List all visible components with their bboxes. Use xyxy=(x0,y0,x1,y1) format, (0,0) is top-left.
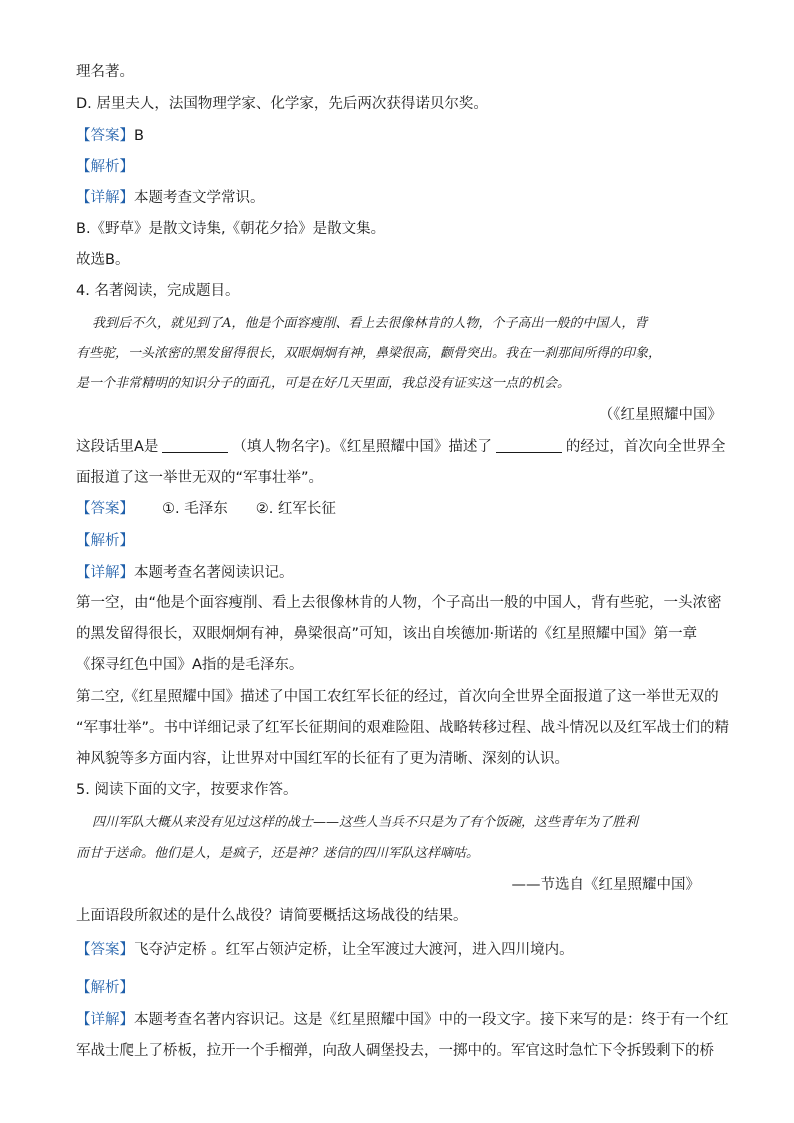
answer-2: ②. 红军长征 xyxy=(255,501,336,517)
analysis-tag: 【解析】 xyxy=(76,159,134,175)
detail-line xyxy=(76,1010,729,1030)
quote-line: 有些驼，一头浓密的黑发留得很长，双眼炯炯有神，鼻梁很高，颧骨突出。我在一刹那间所得的印象， xyxy=(76,346,662,361)
quote-line: 四川军队大概从来没有见过这样的战士——这些人当兵不只是为了有个饭碗，这些青年为了胜利 xyxy=(92,815,639,830)
answer-text: 飞夺泸定桥 。红军占领泸定桥，让全军渡过大渡河，进入四川境内。 xyxy=(134,942,574,958)
answer-1: ①. 毛泽东 xyxy=(162,501,228,517)
fill-blank xyxy=(162,438,228,453)
text-line: “军事壮举”。书中详细记录了红军长征期间的艰难险阻、战略转移过程、战斗情况以及红军战士们的精 xyxy=(76,720,730,736)
answer-line xyxy=(76,126,144,146)
answer-tag: 【答案】 xyxy=(76,942,134,958)
detail-text: 本题考查文学常识。 xyxy=(134,190,265,206)
detail-text: 本题考查名著内容识记。这是《红星照耀中国》中的一段文字。接下来写的是：终于有一个红 xyxy=(134,1012,729,1028)
detail-tag: 【详解】 xyxy=(76,190,134,206)
analysis-tag: 【解析】 xyxy=(76,533,134,549)
text-line: 第一空，由“他是个面容瘦削、看上去很像林肯的人物，个子高出一般的中国人，背有些驼，一头浓密 xyxy=(76,595,722,611)
text-line: 军战士爬上了桥板，拉开一个手榴弹，向敌人碉堡投去，一掷中的。军官这时急忙下令拆毁剩下的桥 xyxy=(76,1043,714,1059)
detail-line xyxy=(76,188,265,208)
answer-value: B xyxy=(134,128,144,144)
option-d: D. 居里夫人，法国物理学家、化学家，先后两次获得诺贝尔奖。 xyxy=(76,96,488,112)
quote-line: 而甘于送命。他们是人，是疯子，还是神？迷信的四川军队这样嘀咕。 xyxy=(76,846,480,861)
text-line: 理名著。 xyxy=(76,64,134,80)
question-5-text: 上面语段所叙述的是什么战役？请简要概括这场战役的结果。 xyxy=(76,908,468,924)
detail-tag: 【详解】 xyxy=(76,565,134,581)
answer-line xyxy=(76,499,336,519)
question-4-title: 4. 名著阅读，完成题目。 xyxy=(76,283,240,299)
analysis-tag: 【解析】 xyxy=(76,980,134,996)
fill-blank xyxy=(496,438,562,453)
quote-source: ——节选自《红星照耀中国》 xyxy=(511,877,700,893)
answer-tag: 【答案】 xyxy=(76,128,134,144)
text-line: 面报道了这一举世无双的“军事壮举”。 xyxy=(76,470,324,486)
question-5-title: 5. 阅读下面的文字，按要求作答。 xyxy=(76,782,298,798)
detail-tag: 【详解】 xyxy=(76,1012,134,1028)
quote-line: 是一个非常精明的知识分子的面孔，可是在好几天里面，我总没有证实这一点的机会。 xyxy=(76,376,571,391)
quote-line: 我到后不久，就见到了A，他是个面容瘦削、看上去很像林肯的人物，个子高出一般的中国人，背 xyxy=(92,316,648,331)
text-span: （填人物名字)。《红星照耀中国》描述了 xyxy=(232,439,492,455)
detail-text: 本题考查名著阅读识记。 xyxy=(134,565,294,581)
question-4-text xyxy=(76,437,725,457)
answer-line xyxy=(76,940,574,960)
answer-tag: 【答案】 xyxy=(76,501,134,517)
text-line: 《探寻红色中国》A指的是毛泽东。 xyxy=(76,657,304,673)
text-line: 神风貌等多方面内容，让世界对中国红军的长征有了更为清晰、深刻的认识。 xyxy=(76,751,569,767)
quote-source: （《红星照耀中国》 xyxy=(598,407,722,423)
text-line: 第二空,《红星照耀中国》描述了中国工农红军长征的经过，首次向全世界全面报道了这一举世无双的 xyxy=(76,689,719,705)
text-line: 故选B。 xyxy=(76,252,130,268)
text-span: 的经过，首次向全世界全 xyxy=(565,439,726,455)
detail-line xyxy=(76,563,294,583)
text-line: B.《野草》是散文诗集,《朝花夕拾》是散文集。 xyxy=(76,221,386,237)
text-line: 的黑发留得很长，双眼炯炯有神，鼻梁很高”可知，该出自埃德加·斯诺的《红星照耀中国》第一章 xyxy=(76,626,698,642)
text-span: 这段话里A是 xyxy=(76,439,159,455)
